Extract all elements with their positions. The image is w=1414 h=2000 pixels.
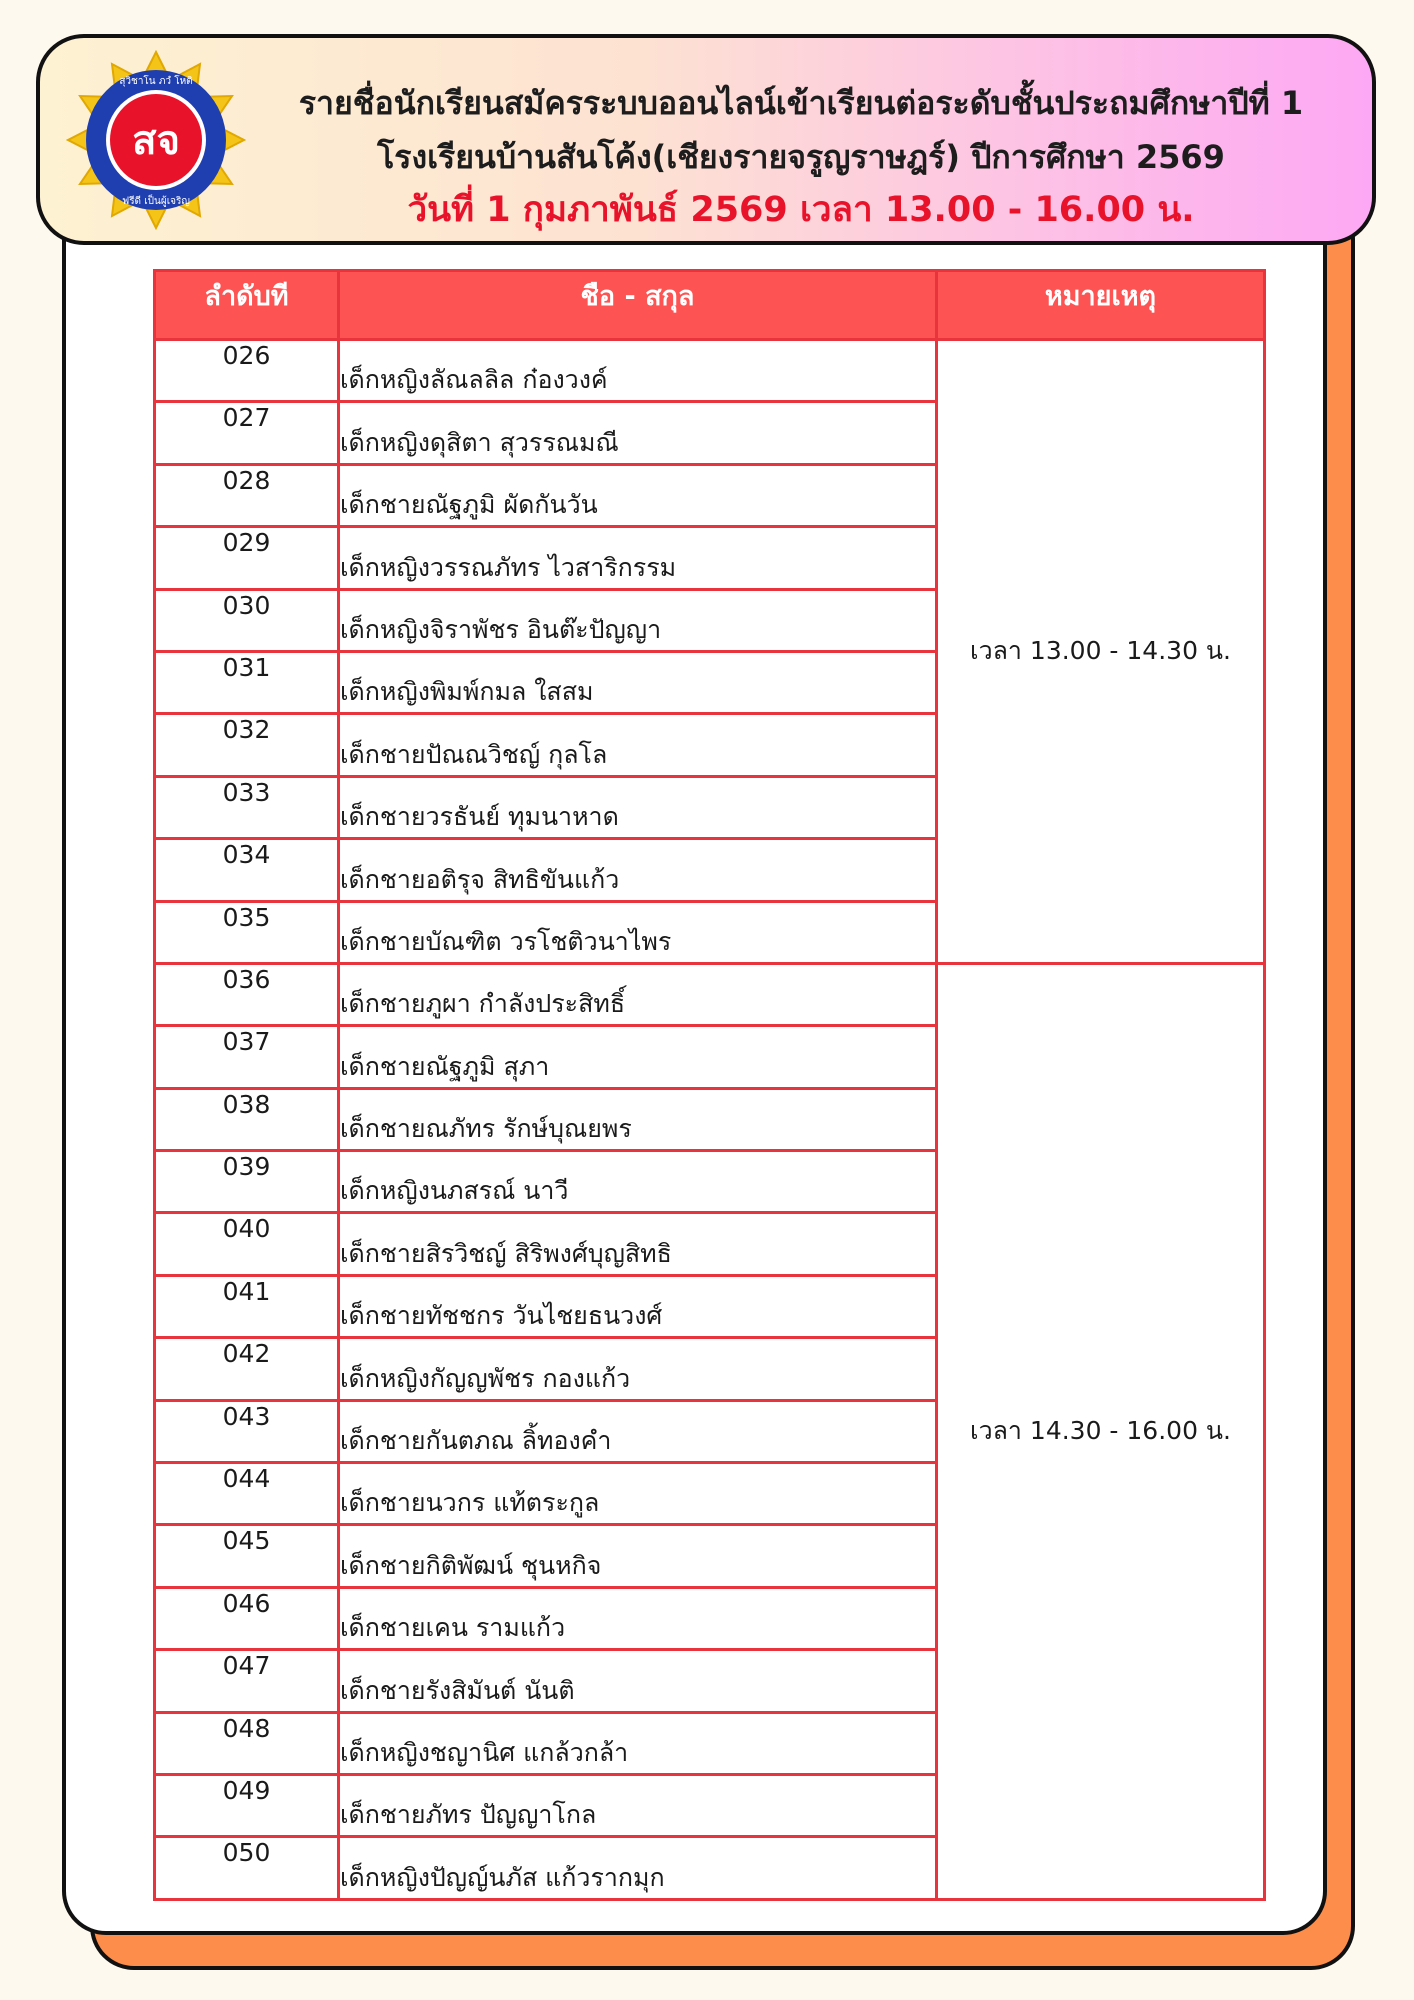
student-name: เด็กชายเคน รามแก้ว bbox=[339, 1587, 937, 1649]
row-number: 048 bbox=[155, 1712, 339, 1774]
table-row bbox=[155, 963, 1265, 1025]
row-number: 031 bbox=[155, 651, 339, 713]
header-title: รายชื่อนักเรียนสมัครระบบออนไลน์เข้าเรียนต่อระดับชั้นประถมศึกษาปีที่ 1 bbox=[298, 84, 1304, 122]
student-name: เด็กหญิงจิราพัชร อินต๊ะปัญญา bbox=[339, 589, 937, 651]
row-number: 047 bbox=[155, 1650, 339, 1712]
row-number: 036 bbox=[155, 963, 339, 1025]
table-body bbox=[155, 340, 1265, 1900]
row-number: 040 bbox=[155, 1213, 339, 1275]
student-name: เด็กชายอติรุจ สิทธิขันแก้ว bbox=[339, 839, 937, 901]
student-name: เด็กชายณัฐภูมิ ผัดกันวัน bbox=[339, 464, 937, 526]
student-name: เด็กหญิงดุสิตา สุวรรณมณี bbox=[339, 402, 937, 464]
row-number: 029 bbox=[155, 527, 339, 589]
student-name: เด็กหญิงปัญญ์นภัส แก้วรากมุก bbox=[339, 1837, 937, 1899]
student-name: เด็กชายวรธันย์ ทุมนาหาด bbox=[339, 776, 937, 838]
row-number: 026 bbox=[155, 340, 339, 402]
row-number: 044 bbox=[155, 1463, 339, 1525]
row-number: 041 bbox=[155, 1275, 339, 1337]
row-number: 050 bbox=[155, 1837, 339, 1899]
student-name: เด็กหญิงชญานิศ แกล้วกล้า bbox=[339, 1712, 937, 1774]
column-header-no: ลำดับที bbox=[155, 271, 339, 340]
row-number: 037 bbox=[155, 1026, 339, 1088]
student-name: เด็กชายภูผา กำลังประสิทธิ์ bbox=[339, 963, 937, 1025]
row-number: 043 bbox=[155, 1400, 339, 1462]
student-name: เด็กหญิงวรรณภัทร ไวสาริกรรม bbox=[339, 527, 937, 589]
student-name: เด็กชายทัชชกร วันไชยธนวงศ์ bbox=[339, 1275, 937, 1337]
student-name: เด็กชายกิติพัฒน์ ชุนหกิจ bbox=[339, 1525, 937, 1587]
student-name: เด็กชายรังสิมันต์ นันติ bbox=[339, 1650, 937, 1712]
student-name: เด็กชายนวกร แท้ตระกูล bbox=[339, 1463, 937, 1525]
student-roster-table bbox=[153, 269, 1266, 1901]
row-number: 035 bbox=[155, 901, 339, 963]
header-school: โรงเรียนบ้านสันโค้ง(เชียงรายจรูญราษฎร์) ปีการศึกษา 2569 bbox=[377, 138, 1225, 176]
school-logo bbox=[66, 50, 246, 230]
row-number: 027 bbox=[155, 402, 339, 464]
student-name: เด็กหญิงลัณลลิล ก๋องวงค์ bbox=[339, 340, 937, 402]
student-name: เด็กหญิงนภสรณ์ นาวี bbox=[339, 1151, 937, 1213]
student-name: เด็กชายปัณณวิชญ์ กุลโล bbox=[339, 714, 937, 776]
row-number: 038 bbox=[155, 1088, 339, 1150]
table-row bbox=[155, 340, 1265, 402]
student-name: เด็กชายณภัทร รักษ์บุณยพร bbox=[339, 1088, 937, 1150]
row-number: 042 bbox=[155, 1338, 339, 1400]
student-name: เด็กชายกันตภณ ลิ้ทองคำ bbox=[339, 1400, 937, 1462]
column-header-name: ชือ - สกุล bbox=[339, 271, 937, 340]
student-name: เด็กชายณัฐภูมิ สุภา bbox=[339, 1026, 937, 1088]
student-name: เด็กชายภัทร ปัญญาโกล bbox=[339, 1774, 937, 1836]
row-number: 032 bbox=[155, 714, 339, 776]
row-number: 039 bbox=[155, 1151, 339, 1213]
student-name: เด็กหญิงกัญญพัชร กองแก้ว bbox=[339, 1338, 937, 1400]
row-number: 028 bbox=[155, 464, 339, 526]
header-banner bbox=[36, 34, 1376, 245]
column-header-remark: หมายเหตุ bbox=[937, 271, 1265, 340]
row-number: 034 bbox=[155, 839, 339, 901]
logo-top-text: สุวิชาโน ภวํ โหติ bbox=[119, 76, 193, 87]
table-header-row bbox=[155, 271, 1265, 340]
student-name: เด็กชายบัณฑิต วรโชติวนาไพร bbox=[339, 901, 937, 963]
logo-bottom-text: ฟรีดี เป็นผู้เจริญ bbox=[122, 196, 190, 207]
student-name: เด็กชายสิรวิชญ์ สิริพงศ์บุญสิทธิ bbox=[339, 1213, 937, 1275]
header-date-time: วันที่ 1 กุมภาพันธ์ 2569 เวลา 13.00 - 16.00 น. bbox=[407, 190, 1195, 230]
row-number: 045 bbox=[155, 1525, 339, 1587]
remark-time-slot: เวลา 13.00 - 14.30 น. bbox=[937, 340, 1265, 964]
row-number: 049 bbox=[155, 1774, 339, 1836]
row-number: 030 bbox=[155, 589, 339, 651]
row-number: 033 bbox=[155, 776, 339, 838]
student-name: เด็กหญิงพิมพ์กมล ใสสม bbox=[339, 651, 937, 713]
remark-time-slot: เวลา 14.30 - 16.00 น. bbox=[937, 963, 1265, 1899]
row-number: 046 bbox=[155, 1587, 339, 1649]
logo-center-text: สจ bbox=[132, 118, 180, 164]
